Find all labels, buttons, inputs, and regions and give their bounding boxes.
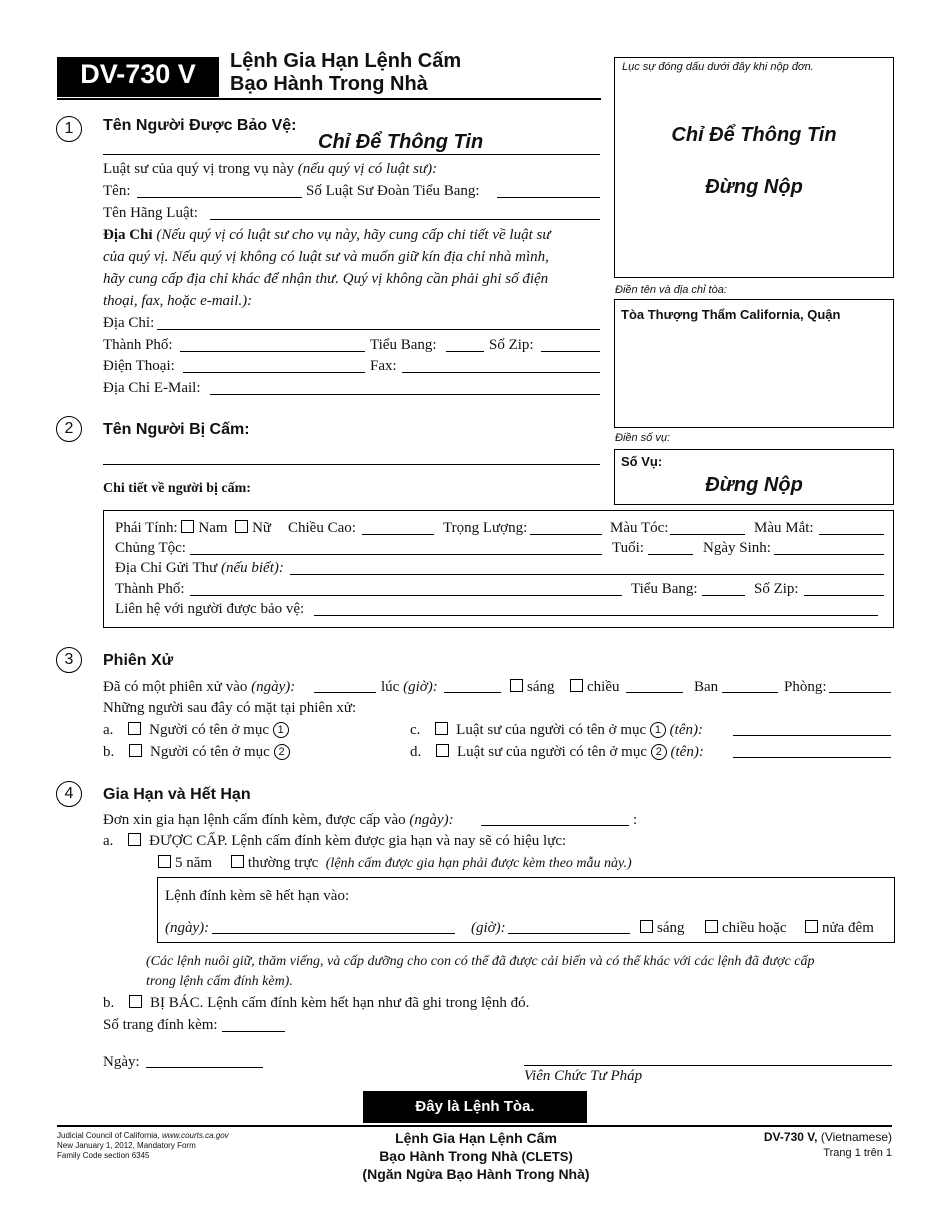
present-b-checkbox[interactable] (129, 744, 142, 757)
state2-field[interactable] (702, 595, 745, 596)
case-number-value: Đừng Nộp (705, 474, 803, 496)
address-note-l3: hãy cung cấp địa chỉ khác để nhận thư. Quý vị không cần phải ghi số điện (103, 271, 549, 287)
present-item-c: c. Luật sư của người có tên ở mục 1 (tên): (410, 722, 703, 738)
judicial-officer-label: Viên Chức Tư Pháp (524, 1068, 643, 1084)
weight-field[interactable] (530, 534, 602, 535)
lawyer-name-label: Tên: (103, 183, 131, 199)
footer-center-l2: Bạo Hành Trong Nhà (CLETS) (379, 1148, 573, 1164)
firm-name-label: Tên Hãng Luật: (103, 205, 198, 221)
signature-field[interactable] (524, 1065, 892, 1066)
phone-field[interactable] (183, 372, 365, 373)
present-item-b: b. Người có tên ở mục 2 (103, 744, 290, 761)
expire-date-field[interactable] (212, 933, 455, 934)
bar-number-field[interactable] (497, 197, 600, 198)
denied-checkbox[interactable] (129, 995, 142, 1008)
race-label: Chủng Tộc: (115, 540, 186, 556)
duration-row: 5 năm thường trực (lệnh cấm được gia hạn phải được kèm theo mẫu này.) (158, 855, 632, 872)
email-label: Địa Chỉ E-Mail: (103, 380, 201, 396)
female-checkbox[interactable] (235, 520, 248, 533)
expire-midnight-checkbox[interactable] (805, 920, 818, 933)
fax-field[interactable] (402, 372, 600, 373)
phone-label: Điện Thoại: (103, 358, 175, 374)
granted-item: a. ĐƯỢC CẤP. Lệnh cấm đính kèm được gia hạn và nay sẽ có hiệu lực: (103, 833, 567, 849)
case-box-caption: Điền số vụ: (615, 432, 671, 444)
request-label: Đơn xin gia hạn lệnh cấm đính kèm, được cấp vào (ngày): (103, 812, 454, 828)
expire-time-field[interactable] (508, 933, 630, 934)
section-1-overlay: Chỉ Để Thông Tin (318, 131, 484, 153)
state-label: Tiểu Bang: (370, 337, 437, 353)
form-id: DV-730 V (80, 59, 196, 89)
present-a-checkbox[interactable] (128, 722, 141, 735)
clerk-stamp-line1: Chỉ Để Thông Tin (671, 124, 837, 146)
section-4-title: Gia Hạn và Hết Hạn (103, 786, 251, 803)
custody-note-l2: trong lệnh cấm đính kèm). (146, 974, 293, 989)
height-field[interactable] (362, 534, 434, 535)
section-3-title: Phiên Xử (103, 652, 174, 669)
header-rule (57, 98, 601, 100)
expire-pm-checkbox[interactable] (705, 920, 718, 933)
lawyer-intro: Luật sư của quý vị trong vụ này (nếu quý vị có luật sư): (103, 161, 438, 177)
dob-label: Ngày Sinh: (703, 540, 771, 556)
age-label: Tuổi: (612, 540, 644, 556)
present-d-name-field[interactable] (733, 757, 891, 758)
address-note-l1: Địa Chỉ (Nếu quý vị có luật sư cho vụ này, hãy cung cấp chi tiết về luật sư (103, 227, 551, 243)
clerk-box-caption: Lục sự đóng dấu dưới đây khi nộp đơn. (622, 61, 814, 73)
eye-field[interactable] (819, 534, 884, 535)
state2-label: Tiểu Bang: (631, 581, 698, 597)
state-field[interactable] (446, 351, 484, 352)
section-1-number: 1 (56, 116, 82, 142)
hearing-am-checkbox[interactable] (510, 679, 523, 692)
request-colon: : (633, 812, 638, 828)
pages-field[interactable] (222, 1031, 285, 1032)
present-label: Những người sau đây có mặt tại phiên xử: (103, 700, 357, 716)
hair-field[interactable] (670, 534, 745, 535)
fax-label: Fax: (370, 358, 397, 374)
restrained-details-title: Chi tiết về người bị cấm: (103, 481, 251, 496)
hearing-date-field[interactable] (314, 692, 376, 693)
mail-address-label: Địa Chỉ Gửi Thư (nếu biết): (115, 560, 284, 576)
ref-circle: 2 (651, 744, 667, 760)
hearing-label: Đã có một phiên xử vào (ngày): (103, 679, 296, 695)
granted-checkbox[interactable] (128, 833, 141, 846)
expire-label: Lệnh đính kèm sẽ hết hạn vào: (165, 888, 350, 904)
protected-name-field[interactable] (103, 154, 600, 155)
zip-label: Số Zip: (489, 337, 534, 353)
expire-midnight: nửa đêm (805, 920, 874, 937)
clerk-stamp-line2: Đừng Nộp (705, 176, 803, 198)
address-field[interactable] (157, 329, 600, 330)
present-c-name-field[interactable] (733, 735, 891, 736)
dob-field[interactable] (774, 554, 884, 555)
expire-am-checkbox[interactable] (640, 920, 653, 933)
present-c-checkbox[interactable] (435, 722, 448, 735)
height-label: Chiều Cao: (288, 520, 356, 536)
ref-circle: 2 (274, 744, 290, 760)
permanent-checkbox[interactable] (231, 855, 244, 868)
email-field[interactable] (210, 394, 600, 395)
footer-left-l1: Judicial Council of California, www.courts.ca.gov (57, 1131, 229, 1140)
city-label: Thành Phố: (103, 337, 173, 353)
restrained-name-field[interactable] (103, 464, 600, 465)
court-box-caption: Điền tên và địa chỉ tòa: (615, 284, 727, 296)
ref-circle: 1 (650, 722, 666, 738)
bar-number-label: Số Luật Sư Đoàn Tiểu Bang: (306, 183, 480, 199)
case-number-label: Số Vụ: (621, 454, 663, 469)
denied-item: b. BỊ BÁC. Lệnh cấm đính kèm hết hạn như đã ghi trong lệnh đó. (103, 995, 530, 1011)
hearing-time-field[interactable] (444, 692, 501, 693)
expire-pm: chiều hoặc (705, 920, 787, 937)
ref-circle: 1 (273, 722, 289, 738)
section-1-title: Tên Người Được Bảo Vệ: (103, 117, 297, 134)
zip2-label: Số Zip: (754, 581, 799, 597)
court-name: Tòa Thượng Thẩm California, Quận (621, 307, 841, 322)
section-3-number: 3 (56, 647, 82, 673)
mail-address-field[interactable] (290, 574, 884, 575)
address-note-l2: của quý vị. Nếu quý vị không có luật sư và muốn giữ kín địa chỉ nhà mình, (103, 249, 549, 265)
header-title-line1: Lệnh Gia Hạn Lệnh Cấm (230, 50, 462, 72)
hair-label: Màu Tóc: (610, 520, 669, 536)
footer-right-form: DV-730 V, (Vietnamese) (763, 1130, 892, 1144)
footer-left-l3: Family Code section 6345 (57, 1151, 150, 1160)
zip2-field[interactable] (804, 595, 884, 596)
footer-rule (57, 1125, 892, 1127)
section-2-number: 2 (56, 416, 82, 442)
dept-label: Ban (694, 679, 719, 695)
address-label: Địa Chỉ: (103, 315, 155, 331)
footer-left-l2: New January 1, 2012, Mandatory Form (57, 1141, 196, 1150)
present-item-a: a. Người có tên ở mục 1 (103, 722, 289, 739)
expire-time-label: (giờ): (471, 920, 506, 936)
pages-label: Số trang đính kèm: (103, 1017, 218, 1033)
present-d-checkbox[interactable] (436, 744, 449, 757)
section-2-title: Tên Người Bị Cấm: (103, 421, 250, 438)
clerk-stamp-box (614, 57, 894, 278)
dept-field[interactable] (722, 692, 778, 693)
date-field[interactable] (146, 1067, 263, 1068)
zip-field[interactable] (541, 351, 600, 352)
date-label: Ngày: (103, 1054, 140, 1070)
footer-center-l1: Lệnh Gia Hạn Lệnh Cấm (395, 1130, 557, 1146)
court-order-text: Đây là Lệnh Tòa. (415, 1098, 535, 1115)
eye-label: Màu Mắt: (754, 520, 814, 536)
hearing-pm-field[interactable] (626, 692, 683, 693)
five-years-checkbox[interactable] (158, 855, 171, 868)
relation-label: Liên hệ với người được bảo vệ: (115, 601, 305, 617)
expire-date-label: (ngày): (165, 920, 210, 936)
expire-am: sáng (640, 920, 685, 937)
male-checkbox[interactable] (181, 520, 194, 533)
hearing-pm-checkbox[interactable] (570, 679, 583, 692)
hearing-am: sáng (510, 679, 555, 696)
race-field[interactable] (190, 554, 602, 555)
room-label: Phòng: (784, 679, 827, 695)
custody-note-l1: (Các lệnh nuôi giữ, thăm viếng, và cấp dưỡng cho con có thể đã được cải biến và có thể khác với các lệnh đã được cấp (146, 954, 815, 969)
present-item-d: d. Luật sư của người có tên ở mục 2 (tên): (410, 744, 704, 760)
hearing-time-label: lúc (giờ): (381, 679, 438, 695)
firm-name-field[interactable] (210, 219, 600, 220)
section-4-number: 4 (56, 781, 82, 807)
city-field[interactable] (180, 351, 365, 352)
footer-center-l3: (Ngăn Ngừa Bạo Hành Trong Nhà) (362, 1166, 590, 1182)
lawyer-name-field[interactable] (137, 197, 302, 198)
city2-label: Thành Phố: (115, 581, 185, 597)
request-date-field[interactable] (481, 825, 629, 826)
weight-label: Trọng Lượng: (443, 520, 528, 536)
city2-field[interactable] (190, 595, 622, 596)
room-field[interactable] (829, 692, 891, 693)
header-title-line2: Bạo Hành Trong Nhà (230, 73, 428, 95)
footer-right-page: Trang 1 trên 1 (823, 1147, 892, 1159)
hearing-pm: chiều (570, 679, 619, 696)
address-note-l4: thoại, fax, hoặc e-mail.): (103, 293, 253, 309)
relation-field[interactable] (314, 615, 878, 616)
sex-row: Phái Tính: Nam Nữ (115, 520, 272, 536)
age-field[interactable] (648, 554, 693, 555)
